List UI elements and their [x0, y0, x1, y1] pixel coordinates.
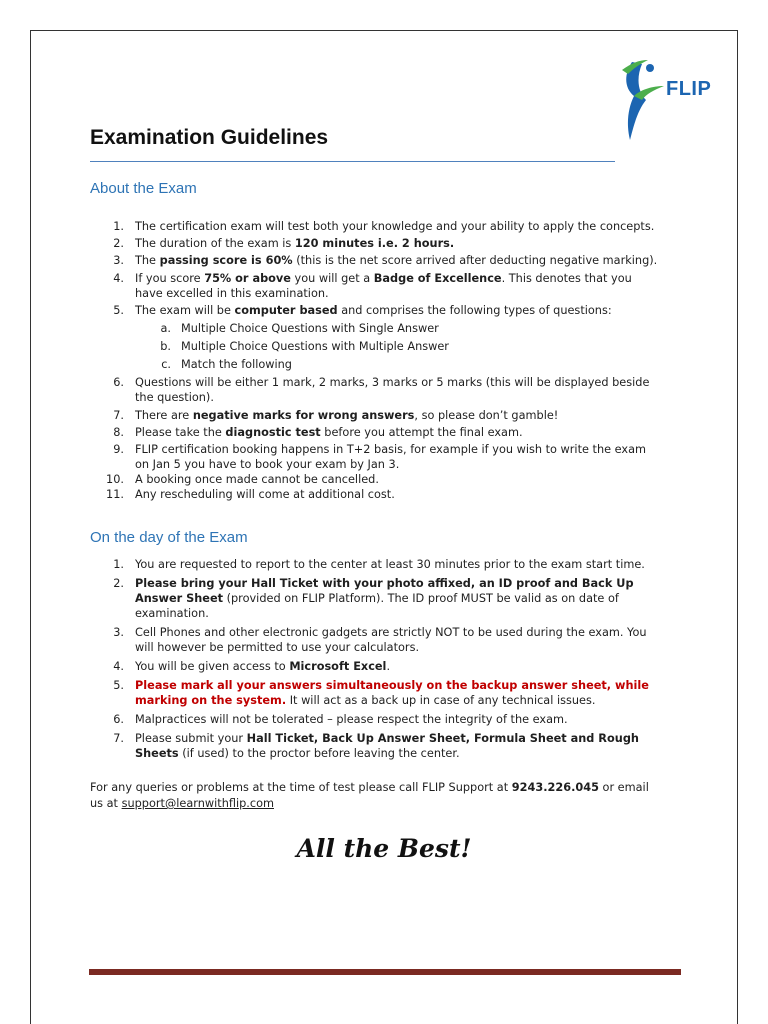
list-item [90, 659, 662, 674]
item-text: Match the following [181, 358, 292, 371]
item-text: FLIP certification booking happens in T+2 basis, for example if you wish to write the exam on Jan 5 you have to book your exam by Jan 3. [135, 443, 647, 471]
sub-list-item [135, 339, 662, 354]
item-text: you will get a [290, 272, 374, 285]
item-text: . [386, 660, 391, 673]
emphasis-text: diagnostic test [225, 426, 321, 439]
list-number: 4. [113, 272, 124, 285]
item-text: The exam will be [135, 304, 235, 317]
list-item [90, 442, 662, 472]
item-text: (provided on FLIP Platform). The ID proof MUST be valid as on date of examination. [135, 592, 619, 620]
item-text: and comprises the following types of questions: [337, 304, 612, 317]
emphasis-text: negative marks for wrong answers [192, 409, 415, 422]
item-text: If you score [135, 272, 205, 285]
item-text: (this is the net score arrived after deducting negative marking). [292, 254, 658, 267]
item-text: Malpractices will not be tolerated – please respect the integrity of the exam. [135, 713, 568, 726]
section-heading-exam-day: On the day of the Exam [90, 529, 248, 546]
list-number: 5. [113, 679, 124, 692]
list-item [90, 557, 662, 572]
list-number: 8. [113, 426, 124, 439]
emphasis-text: passing score is 60% [159, 254, 293, 267]
item-text: (if used) to the proctor before leaving the center. [178, 747, 460, 760]
list-item [90, 271, 662, 301]
alert-text: Please mark all your answers simultaneously on the backup answer sheet, while marking on the system. [135, 679, 649, 707]
list-number: 1. [113, 558, 124, 571]
list-item [90, 678, 662, 708]
item-text: A booking once made cannot be cancelled. [135, 473, 379, 486]
list-item [90, 253, 662, 268]
emphasis-text: computer based [234, 304, 338, 317]
page-title: Examination Guidelines [90, 126, 329, 149]
sub-list-item [135, 357, 662, 372]
footer-rule [89, 969, 681, 975]
item-text: Any rescheduling will come at additional cost. [135, 488, 395, 501]
item-text: Multiple Choice Questions with Multiple Answer [181, 340, 449, 353]
emphasis-text: Badge of Excellence [373, 272, 502, 285]
emphasis-text: Microsoft Excel [289, 660, 387, 673]
support-text: For any queries or problems at the time of test please call FLIP Support at [90, 781, 512, 794]
list-item [90, 303, 662, 372]
section-heading-about: About the Exam [90, 180, 197, 197]
support-note [90, 780, 665, 812]
closing-message: All the Best! [296, 834, 472, 863]
support-phone: 9243.226.045 [511, 781, 599, 794]
sub-list-letter: b. [160, 340, 171, 353]
item-text: The [135, 254, 160, 267]
item-text: Please take the [135, 426, 226, 439]
list-number: 7. [113, 409, 124, 422]
emphasis-text: 75% or above [204, 272, 291, 285]
sub-list-letter: c. [161, 358, 171, 371]
list-number: 10. [106, 473, 124, 486]
list-item [90, 576, 662, 621]
list-number: 1. [113, 220, 124, 233]
list-item [90, 487, 662, 502]
list-number: 4. [113, 660, 124, 673]
list-item [90, 625, 662, 655]
title-underline [90, 161, 615, 162]
item-text: The certification exam will test both your knowledge and your ability to apply the concepts. [135, 220, 655, 233]
list-number: 9. [113, 443, 124, 456]
emphasis-text: Please bring your Hall Ticket with your photo affixed, an ID proof and Back Up Answer Sheet [135, 577, 634, 605]
item-text: , so please don’t gamble! [414, 409, 559, 422]
list-number: 6. [113, 713, 124, 726]
list-item [90, 425, 662, 440]
sub-list-letter: a. [160, 322, 171, 335]
support-email-link[interactable]: support@learnwithflip.com [121, 797, 274, 810]
list-item [90, 375, 662, 405]
list-item [90, 472, 662, 487]
list-number: 2. [113, 237, 124, 250]
list-item [90, 408, 662, 423]
list-number: 3. [113, 626, 124, 639]
item-text: . This denotes that you have excelled in this examination. [135, 272, 632, 300]
item-text: before you attempt the final exam. [320, 426, 523, 439]
sub-list-item [135, 321, 662, 336]
item-text: Cell Phones and other electronic gadgets are strictly NOT to be used during the exam. You will however be permitted to use your calculators. [135, 626, 647, 654]
exam-day-list [90, 557, 662, 761]
item-text: Questions will be either 1 mark, 2 marks, 3 marks or 5 marks (this will be displayed beside the question). [135, 376, 650, 404]
list-number: 6. [113, 376, 124, 389]
emphasis-text: 120 minutes i.e. 2 hours. [294, 237, 455, 250]
emphasis-text: Hall Ticket, Back Up Answer Sheet, Formula Sheet and Rough Sheets [135, 732, 639, 760]
list-number: 2. [113, 577, 124, 590]
list-number: 5. [113, 304, 124, 317]
about-exam-list [90, 219, 662, 502]
support-text-mid: or email us at [90, 781, 649, 810]
list-number: 11. [106, 488, 124, 501]
item-text: Please submit your [135, 732, 247, 745]
item-text: The duration of the exam is [135, 237, 295, 250]
item-text: It will act as a back up in case of any technical issues. [286, 694, 596, 707]
list-item [90, 236, 662, 251]
list-number: 7. [113, 732, 124, 745]
logo-wordmark: FLIP [666, 78, 712, 100]
list-item [90, 219, 662, 234]
item-text: You are requested to report to the center at least 30 minutes prior to the exam start time. [135, 558, 645, 571]
item-text: You will be given access to [135, 660, 290, 673]
list-item [90, 712, 662, 727]
list-number: 3. [113, 254, 124, 267]
item-text: Multiple Choice Questions with Single Answer [181, 322, 439, 335]
question-type-list [135, 321, 662, 372]
item-text: There are [135, 409, 193, 422]
list-item [90, 731, 662, 761]
